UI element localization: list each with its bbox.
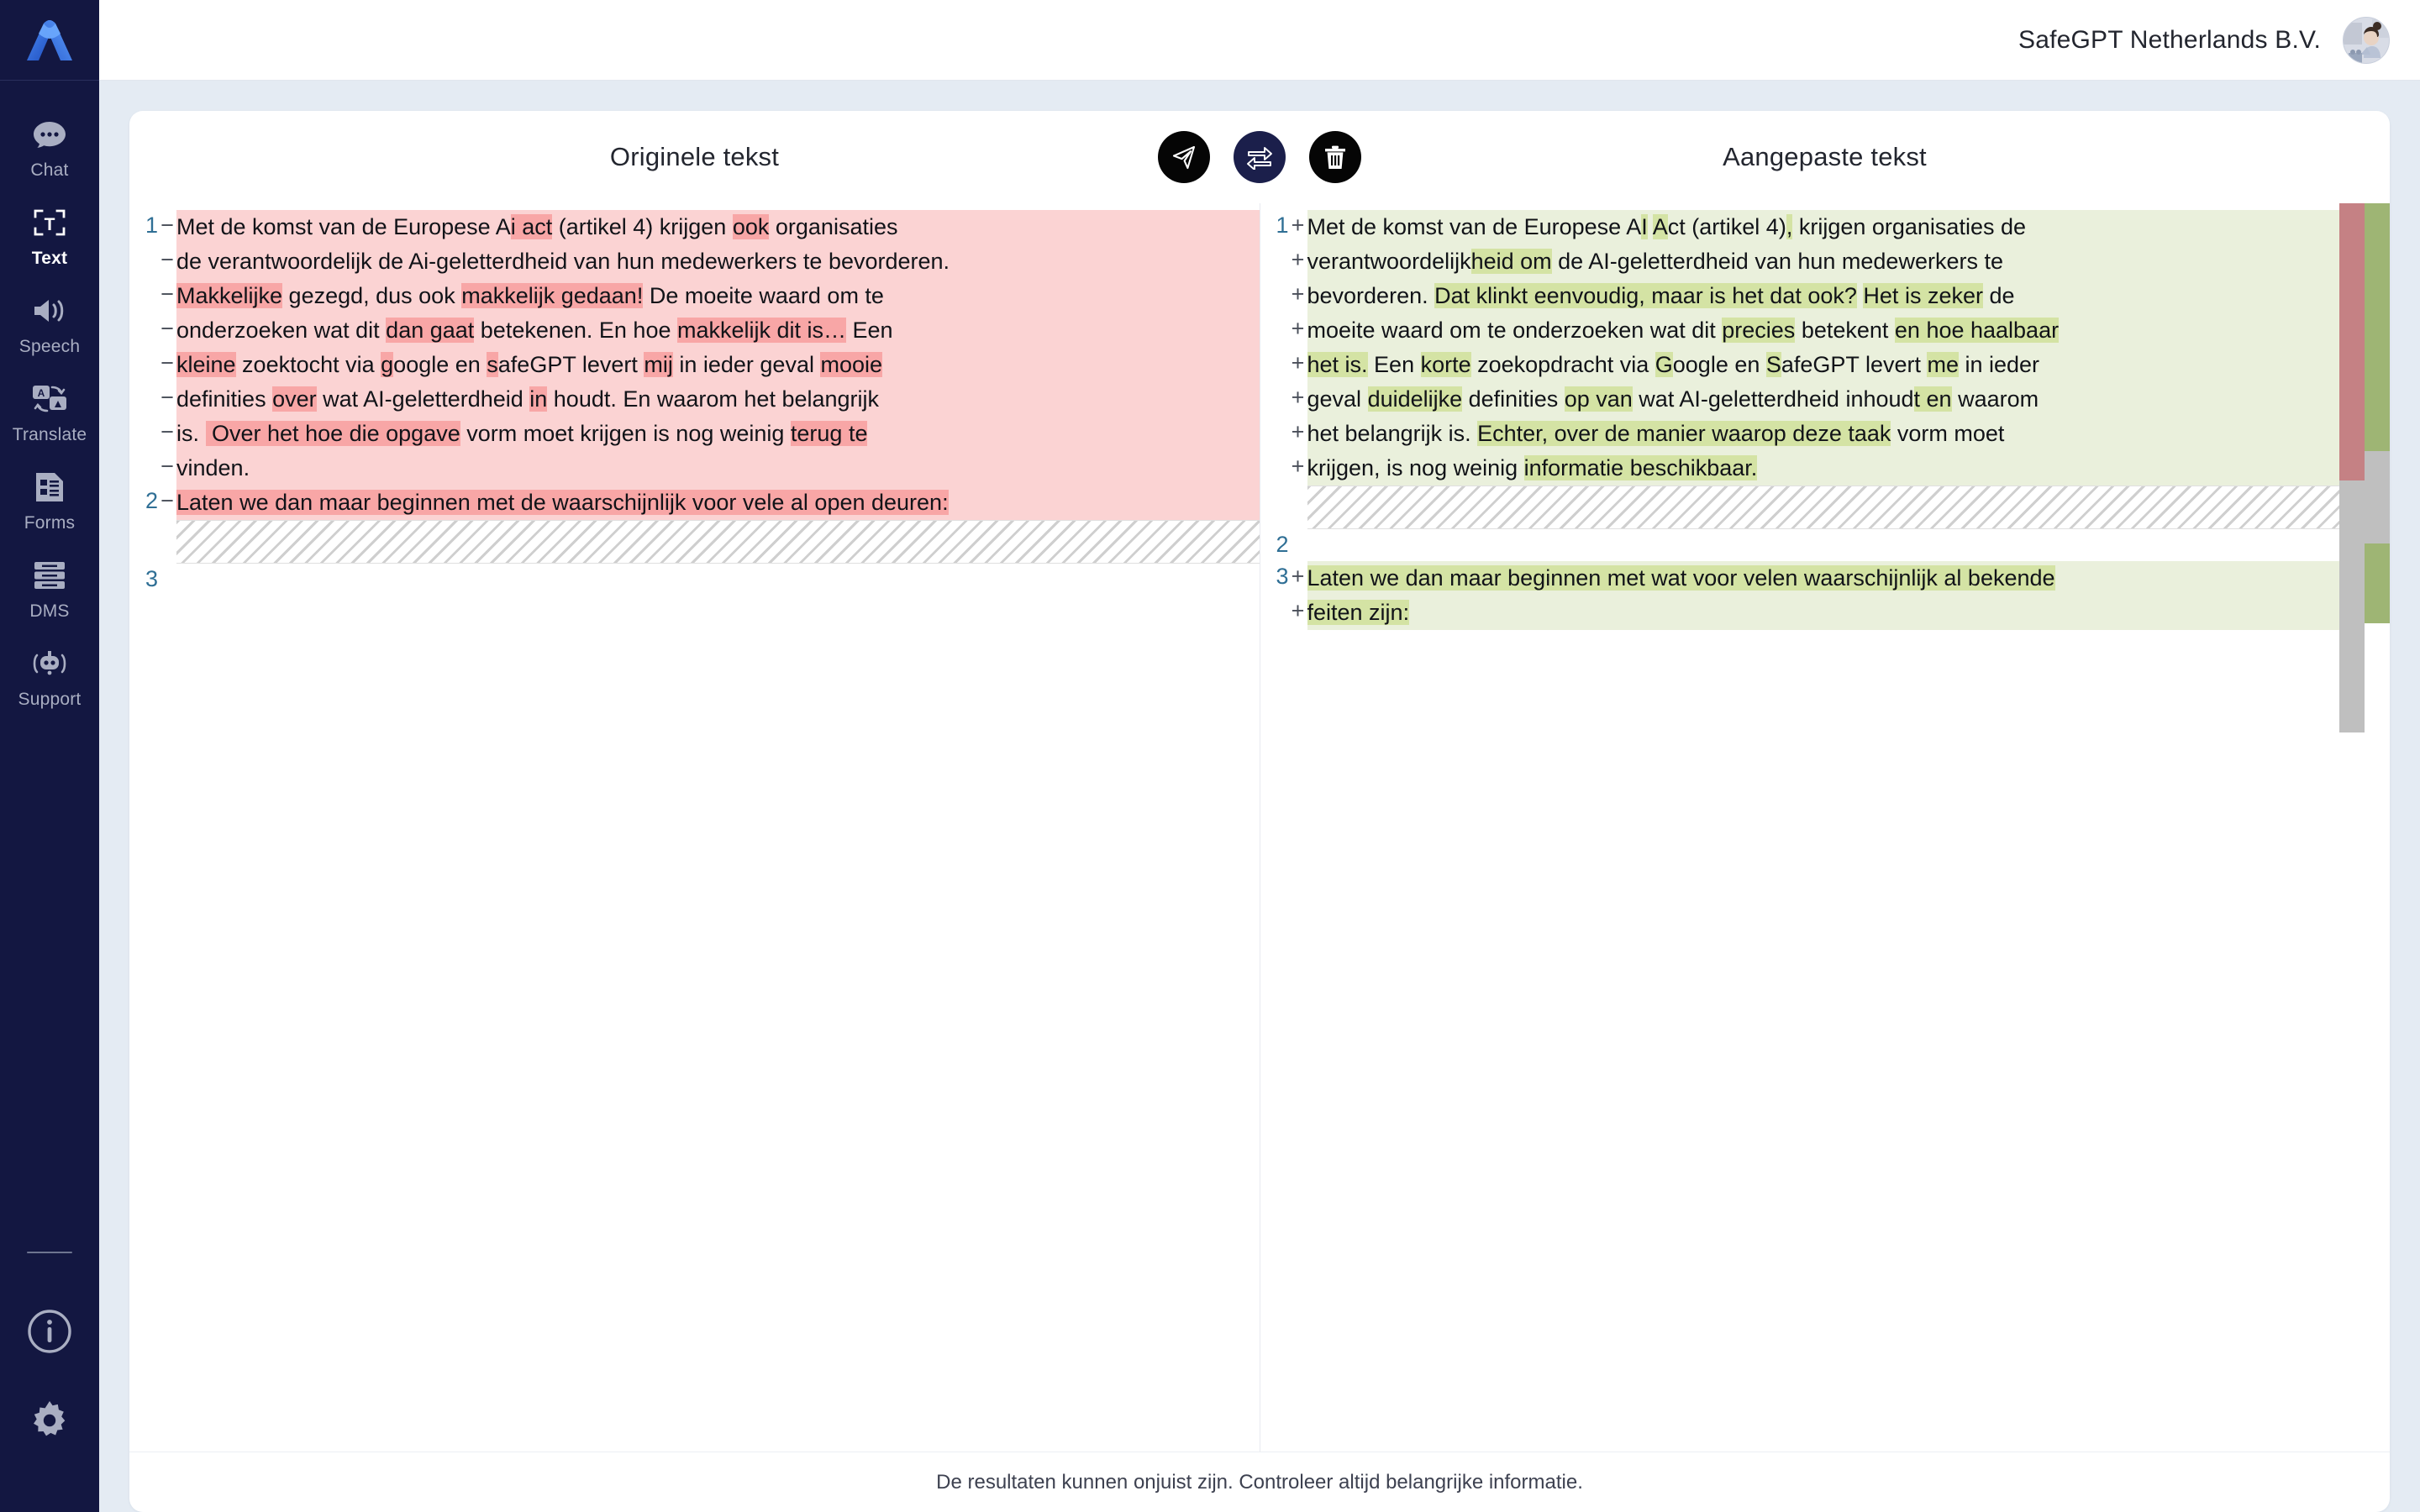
diff-marker: + — [1291, 385, 1305, 410]
unchanged-word: definities — [1462, 386, 1565, 412]
diff-marker: − — [160, 213, 174, 238]
sidebar-item-label: Forms — [24, 513, 76, 533]
diff-line — [129, 244, 1260, 279]
diff-line-text — [176, 348, 1260, 382]
changed-word: Over het hoe die opgave — [205, 421, 460, 446]
changed-word: , — [1786, 214, 1793, 239]
unchanged-word: de AI-geletterdheid van hun medewerkers te — [1551, 249, 2003, 274]
diff-line — [129, 313, 1260, 348]
diff-line-text — [1307, 210, 2391, 244]
diff-marker: − — [160, 454, 174, 479]
sidebar-item-label: Speech — [18, 337, 81, 356]
changed-word: i act — [510, 214, 553, 239]
unchanged-word: moeite waard om te onderzoeken wat dit — [1307, 318, 1723, 343]
diff-line-text — [176, 244, 1260, 279]
diff-marker: + — [1291, 316, 1305, 341]
changed-word: t en — [1913, 386, 1952, 412]
diff-line-text — [1307, 313, 2391, 348]
sidebar-divider — [27, 1252, 72, 1253]
changed-word: I — [1641, 214, 1648, 239]
user-avatar[interactable] — [2343, 17, 2390, 64]
sidebar-item-label: Chat — [30, 160, 69, 180]
changed-word: Laten we dan maar beginnen met de waarschijnlijk voor vele al open deuren: — [176, 490, 949, 515]
sidebar — [0, 0, 99, 1512]
diff-line-text — [176, 486, 1260, 520]
unchanged-word: (artikel 4) krijgen — [552, 214, 733, 239]
sidebar-item-dms[interactable] — [0, 543, 99, 632]
diff-line-text — [1307, 561, 2391, 596]
changed-word: s — [487, 352, 498, 377]
original-text-title: Originele tekst — [609, 142, 780, 171]
diff-marker: − — [160, 488, 174, 513]
sidebar-item-label: Text — [31, 249, 68, 268]
line-number: 3 — [1276, 564, 1289, 589]
chat-icon — [26, 114, 73, 155]
diff-line-text — [1307, 596, 2391, 630]
line-number: 3 — [145, 566, 158, 591]
changed-word: Makkelijke — [176, 283, 283, 308]
modified-lines — [1260, 203, 2391, 1452]
card-header — [129, 111, 2390, 203]
organization-name: SafeGPT Netherlands B.V. — [2018, 25, 2321, 54]
changed-word: makkelijk dit is… — [676, 318, 847, 343]
diff-line — [1260, 279, 2391, 313]
content-stage — [99, 81, 2420, 1512]
changed-word: korte — [1420, 352, 1471, 377]
unchanged-word: oogle en — [393, 352, 487, 377]
changed-word: precies — [1722, 318, 1796, 343]
unchanged-word: vorm moet krijgen is nog weinig — [460, 421, 791, 446]
changed-word: op van — [1564, 386, 1633, 412]
svg-text:T: T — [44, 215, 55, 234]
diff-line — [129, 210, 1260, 244]
sidebar-item-label: Translate — [12, 425, 87, 444]
modified-text-title: Aangepaste tekst — [1723, 142, 1927, 171]
diff-line — [129, 486, 1260, 520]
left-header-cell — [129, 142, 1260, 172]
support-icon — [26, 643, 73, 684]
diff-line — [1260, 417, 2391, 451]
diff-line — [1260, 210, 2391, 244]
line-number: 1 — [1276, 213, 1289, 238]
unchanged-word: krijgen, is nog weinig — [1307, 455, 1524, 480]
changed-word: Het is zeker — [1863, 283, 1983, 308]
sidebar-item-forms[interactable] — [0, 455, 99, 543]
send-button[interactable] — [1158, 131, 1210, 183]
changed-word: A — [1652, 214, 1668, 239]
unchanged-word: Een — [1367, 352, 1421, 377]
unchanged-word: verantwoordelijk — [1307, 249, 1471, 274]
changed-word: mooie — [820, 352, 883, 377]
unchanged-word: afeGPT levert — [497, 352, 644, 377]
action-toolbar — [1158, 131, 1361, 183]
changed-word: feiten zijn: — [1307, 600, 1410, 625]
unchanged-word: zoekopdracht via — [1470, 352, 1655, 377]
diff-marker: + — [1291, 213, 1305, 238]
forms-icon — [26, 467, 73, 507]
diff-line — [1260, 451, 2391, 486]
diff-marker: − — [160, 247, 174, 272]
diff-line — [129, 279, 1260, 313]
insertion-gutter[interactable] — [2365, 203, 2390, 1452]
diff-line-text — [1307, 279, 2391, 313]
diff-marker: + — [1291, 564, 1305, 589]
info-icon[interactable] — [20, 1302, 79, 1361]
sidebar-bottom — [0, 1252, 99, 1512]
changed-word: G — [1655, 352, 1673, 377]
disclaimer-text: De resultaten kunnen onjuist zijn. Controleer altijd belangrijke informatie. — [936, 1470, 1583, 1494]
diff-line-text — [176, 313, 1260, 348]
diff-line — [1260, 313, 2391, 348]
filler-block — [176, 520, 1260, 564]
unchanged-word: in ieder — [1958, 352, 2040, 377]
diff-marker: − — [160, 385, 174, 410]
original-pane[interactable] — [129, 203, 1260, 1452]
diff-line-text — [176, 279, 1260, 313]
sidebar-item-label: Support — [18, 690, 82, 709]
text-icon — [26, 202, 73, 243]
changed-word: informatie beschikbaar. — [1523, 455, 1758, 480]
line-number: 2 — [145, 488, 158, 513]
main-area — [99, 0, 2420, 1512]
unchanged-word: gezegd, dus ook — [282, 283, 462, 308]
line-number: 2 — [1276, 532, 1289, 557]
changed-word: heid om — [1470, 249, 1552, 274]
diff-marker: + — [1291, 598, 1305, 623]
diff-line — [1260, 348, 2391, 382]
unchanged-word: organisaties — [769, 214, 898, 239]
diff-line-text — [1307, 382, 2391, 417]
unchanged-word: Een — [846, 318, 893, 343]
diff-marker: − — [160, 316, 174, 341]
unchanged-word: wat AI-geletterdheid — [316, 386, 530, 412]
changed-word: mij — [644, 352, 673, 377]
changed-word: dan gaat — [386, 318, 475, 343]
changed-word: over — [272, 386, 317, 412]
sidebar-item-label: DMS — [29, 601, 70, 621]
changed-word: makkelijk gedaan! — [461, 283, 644, 308]
sidebar-item-support[interactable] — [0, 632, 99, 720]
changed-word: me — [1927, 352, 1959, 377]
changed-word: S — [1765, 352, 1781, 377]
topbar — [99, 0, 2420, 81]
diff-marker: − — [160, 350, 174, 375]
unchanged-word: onderzoeken wat dit — [176, 318, 387, 343]
changed-word: Dat klinkt eenvoudig, maar is het dat ook? — [1434, 283, 1857, 308]
unchanged-word: Met de komst van de Europese A — [176, 214, 511, 239]
unchanged-word: definities — [176, 386, 273, 412]
unchanged-word: de verantwoordelijk de Ai-geletterdheid van hun medewerkers te bevorderen. — [176, 249, 950, 274]
changed-word: Laten we dan maar beginnen met wat voor velen waarschijnlijk al bekende — [1307, 565, 2055, 591]
diff-line-text — [176, 564, 1260, 598]
changed-word: en hoe haalbaar — [1894, 318, 2060, 343]
unchanged-word: houdt. En waarom het belangrijk — [547, 386, 880, 412]
diff-line-text — [1307, 529, 2391, 564]
changed-word: Echter, over de manier waarop deze taak — [1477, 421, 1891, 446]
unchanged-word: geval — [1307, 386, 1368, 412]
unchanged-word: is. — [176, 421, 206, 446]
diff-marker: + — [1291, 419, 1305, 444]
unchanged-word: De moeite waard om te — [643, 283, 884, 308]
diff-line — [129, 564, 1260, 596]
unchanged-word: bevorderen. — [1307, 283, 1435, 308]
sidebar-item-speech[interactable] — [0, 279, 99, 367]
diff-line-text — [1307, 451, 2391, 486]
unchanged-word: de — [1982, 283, 2015, 308]
diff-marker: + — [1291, 247, 1305, 272]
unchanged-word: het belangrijk is. — [1307, 421, 1478, 446]
unchanged-word: ct (artikel 4) — [1667, 214, 1786, 239]
diff-line — [1260, 244, 2391, 279]
diff-marker: + — [1291, 350, 1305, 375]
line-number: 1 — [145, 213, 158, 238]
diff-line-text — [1307, 348, 2391, 382]
unchanged-word: betekent — [1795, 318, 1895, 343]
unchanged-word: krijgen organisaties de — [1792, 214, 2026, 239]
compare-button[interactable] — [1234, 131, 1286, 183]
diff-line — [1260, 382, 2391, 417]
svg-text:A: A — [37, 387, 45, 399]
diff-card — [129, 111, 2390, 1512]
diff-line — [129, 382, 1260, 417]
unchanged-word: waarom — [1951, 386, 2039, 412]
settings-gear-icon[interactable] — [20, 1391, 79, 1450]
diff-marker: + — [1291, 281, 1305, 307]
unchanged-word: betekenen. En hoe — [474, 318, 677, 343]
unchanged-word: vorm moet — [1891, 421, 2005, 446]
changed-word: ook — [732, 214, 770, 239]
right-header-cell — [1260, 142, 2390, 172]
unchanged-word — [1648, 214, 1653, 239]
speech-icon — [26, 291, 73, 331]
unchanged-word: oogle en — [1672, 352, 1766, 377]
sidebar-item-chat[interactable] — [0, 102, 99, 191]
sidebar-item-text[interactable] — [0, 191, 99, 279]
diff-line — [1260, 596, 2391, 630]
filler-block — [1307, 486, 2391, 529]
deletion-gutter[interactable] — [2339, 203, 2365, 1452]
unchanged-word: afeGPT levert — [1781, 352, 1928, 377]
diff-line-text — [176, 382, 1260, 417]
unchanged-word: vinden. — [176, 455, 250, 480]
unchanged-word: Met de komst van de Europese A — [1307, 214, 1642, 239]
card-footer — [129, 1452, 2390, 1512]
changed-word: duidelijke — [1367, 386, 1463, 412]
unchanged-word: wat AI-geletterdheid inhoud — [1632, 386, 1914, 412]
original-lines — [129, 203, 1260, 1452]
unchanged-word: in ieder geval — [672, 352, 821, 377]
diff-line — [129, 417, 1260, 451]
changed-word: in — [529, 386, 548, 412]
diff-line-text — [1307, 244, 2391, 279]
translate-icon — [26, 379, 73, 419]
diff-body — [129, 203, 2390, 1452]
unchanged-word: zoektocht via — [235, 352, 381, 377]
app-logo[interactable] — [0, 0, 99, 81]
changed-word: terug te — [790, 421, 868, 446]
diff-marker: − — [160, 419, 174, 444]
dms-icon — [26, 555, 73, 596]
diff-line — [1260, 529, 2391, 561]
diff-gutters — [2339, 203, 2390, 1452]
diff-line-text — [176, 451, 1260, 486]
diff-line — [129, 451, 1260, 486]
changed-word: kleine — [176, 352, 236, 377]
diff-line-text — [1307, 417, 2391, 451]
diff-marker: − — [160, 281, 174, 307]
sidebar-nav — [0, 102, 99, 720]
modified-pane[interactable] — [1260, 203, 2391, 1452]
sidebar-item-translate[interactable] — [0, 367, 99, 455]
diff-marker: + — [1291, 454, 1305, 479]
delete-button[interactable] — [1309, 131, 1361, 183]
diff-line-text — [176, 210, 1260, 244]
changed-word: g — [381, 352, 394, 377]
diff-line — [1260, 561, 2391, 596]
changed-word: het is. — [1307, 352, 1368, 377]
diff-line — [129, 348, 1260, 382]
diff-line-text — [176, 417, 1260, 451]
